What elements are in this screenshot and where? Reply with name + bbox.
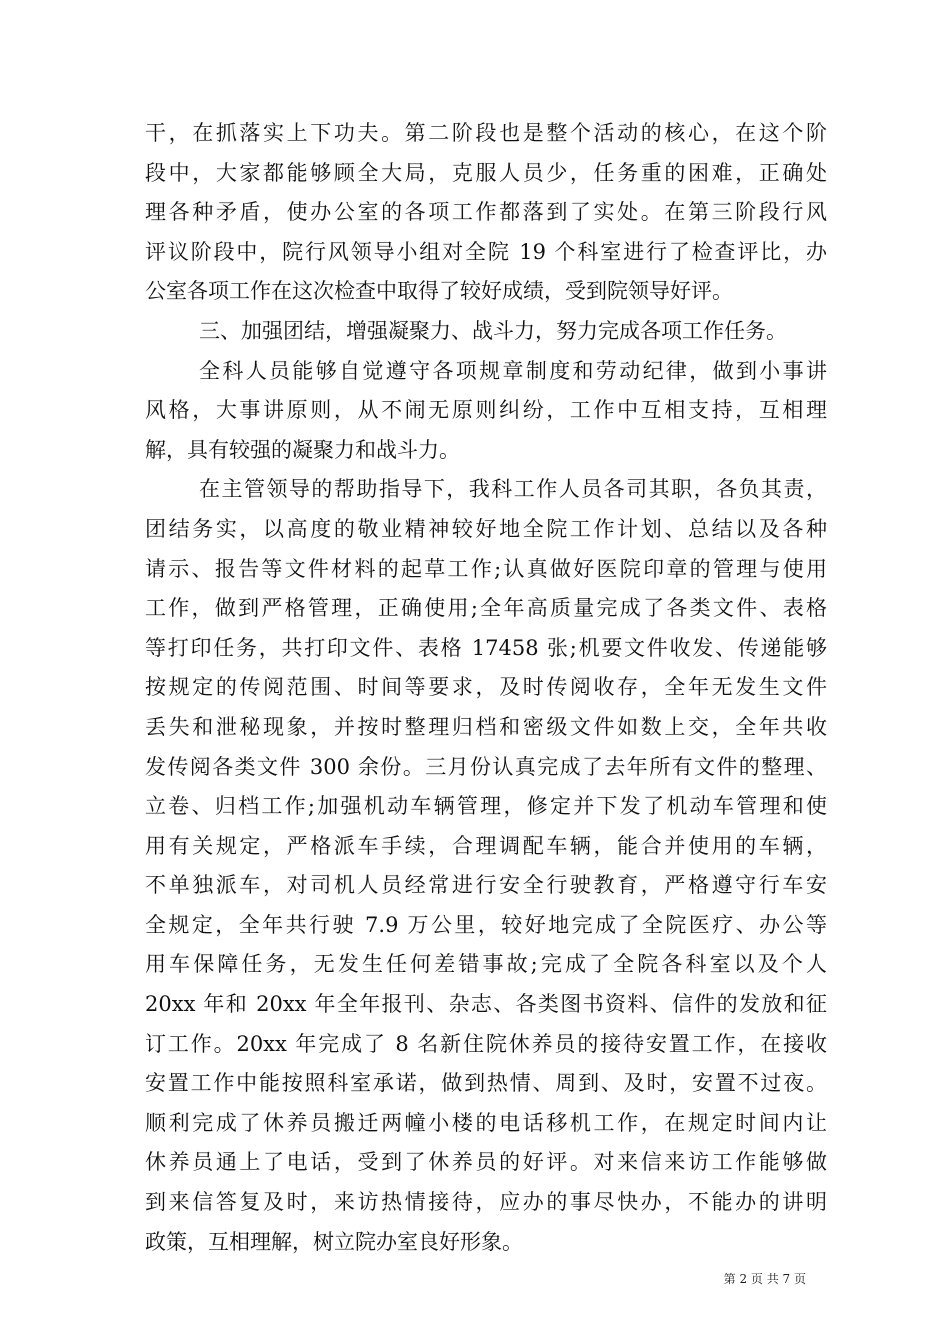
text-line: 安置工作中能按照科室承诺，做到热情、周到、及时，安置不过夜。	[145, 1071, 827, 1096]
text-line: 干，在抓落实上下功夫。第二阶段也是整个活动的核心，在这个阶	[145, 121, 827, 145]
text-line: 解，具有较强的凝聚力和战斗力。	[145, 437, 460, 462]
text-line: 20xx 年和 20xx 年全年报刊、杂志、各类图书资料、信件的发放和征	[145, 992, 827, 1017]
text-line: 不单独派车，对司机人员经常进行安全行驶教育，严格遵守行车安	[145, 873, 827, 898]
text-line: 请示、报告等文件材料的起草工作;认真做好医院印章的管理与使用	[145, 556, 827, 581]
text-line: 政策，互相理解，树立院办室良好形象。	[145, 1229, 523, 1254]
text-line: 订工作。20xx 年完成了 8 名新住院休养员的接待安置工作，在接收	[145, 1031, 827, 1056]
section-heading: 三、加强团结，增强凝聚力、战斗力，努力完成各项工作任务。	[199, 318, 787, 343]
text-line: 段中，大家都能够顾全大局，克服人员少，任务重的困难，正确处	[145, 160, 827, 185]
text-line: 全规定，全年共行驶 7.9 万公里，较好地完成了全院医疗、办公等	[145, 912, 827, 937]
text-line: 顺利完成了休养员搬迁两幢小楼的电话移机工作，在规定时间内让	[145, 1110, 827, 1135]
text-line: 到来信答复及时，来访热情接待，应办的事尽快办，不能办的讲明	[145, 1190, 827, 1215]
text-line: 评议阶段中，院行风领导小组对全院 19 个科室进行了检查评比，办	[145, 239, 827, 264]
text-line: 公室各项工作在这次检查中取得了较好成绩，受到院领导好评。	[145, 279, 733, 304]
text-line: 用车保障任务，无发生任何差错事故;完成了全院各科室以及个人	[145, 952, 827, 977]
text-line: 休养员通上了电话，受到了休养员的好评。对来信来访工作能够做	[145, 1150, 827, 1175]
text-line: 等打印任务，共打印文件、表格 17458 张;机要文件收发、传递能够	[145, 635, 827, 660]
page-number: 第 2 页 共 7 页	[723, 1272, 806, 1286]
text-line: 发传阅各类文件 300 余份。三月份认真完成了去年所有文件的整理、	[145, 754, 827, 779]
body-text	[145, 114, 827, 1262]
text-line: 在主管领导的帮助指导下，我科工作人员各司其职，各负其责，	[199, 477, 827, 502]
text-line: 按规定的传阅范围、时间等要求，及时传阅收存，全年无发生文件	[145, 675, 827, 700]
text-line: 丢失和泄秘现象，并按时整理归档和密级文件如数上交，全年共收	[145, 714, 827, 739]
text-line: 全科人员能够自觉遵守各项规章制度和劳动纪律，做到小事讲	[199, 358, 827, 383]
text-line: 工作，做到严格管理，正确使用;全年高质量完成了各类文件、表格	[145, 596, 827, 621]
text-line: 立卷、归档工作;加强机动车辆管理，修定并下发了机动车管理和使	[145, 794, 827, 819]
text-line: 用有关规定，严格派车手续，合理调配车辆，能合并使用的车辆，	[145, 833, 827, 858]
text-line: 理各种矛盾，使办公室的各项工作都落到了实处。在第三阶段行风	[145, 200, 827, 225]
text-line: 团结务实，以高度的敬业精神较好地全院工作计划、总结以及各种	[145, 516, 827, 541]
text-line: 风格，大事讲原则，从不闹无原则纠纷，工作中互相支持，互相理	[145, 398, 827, 423]
